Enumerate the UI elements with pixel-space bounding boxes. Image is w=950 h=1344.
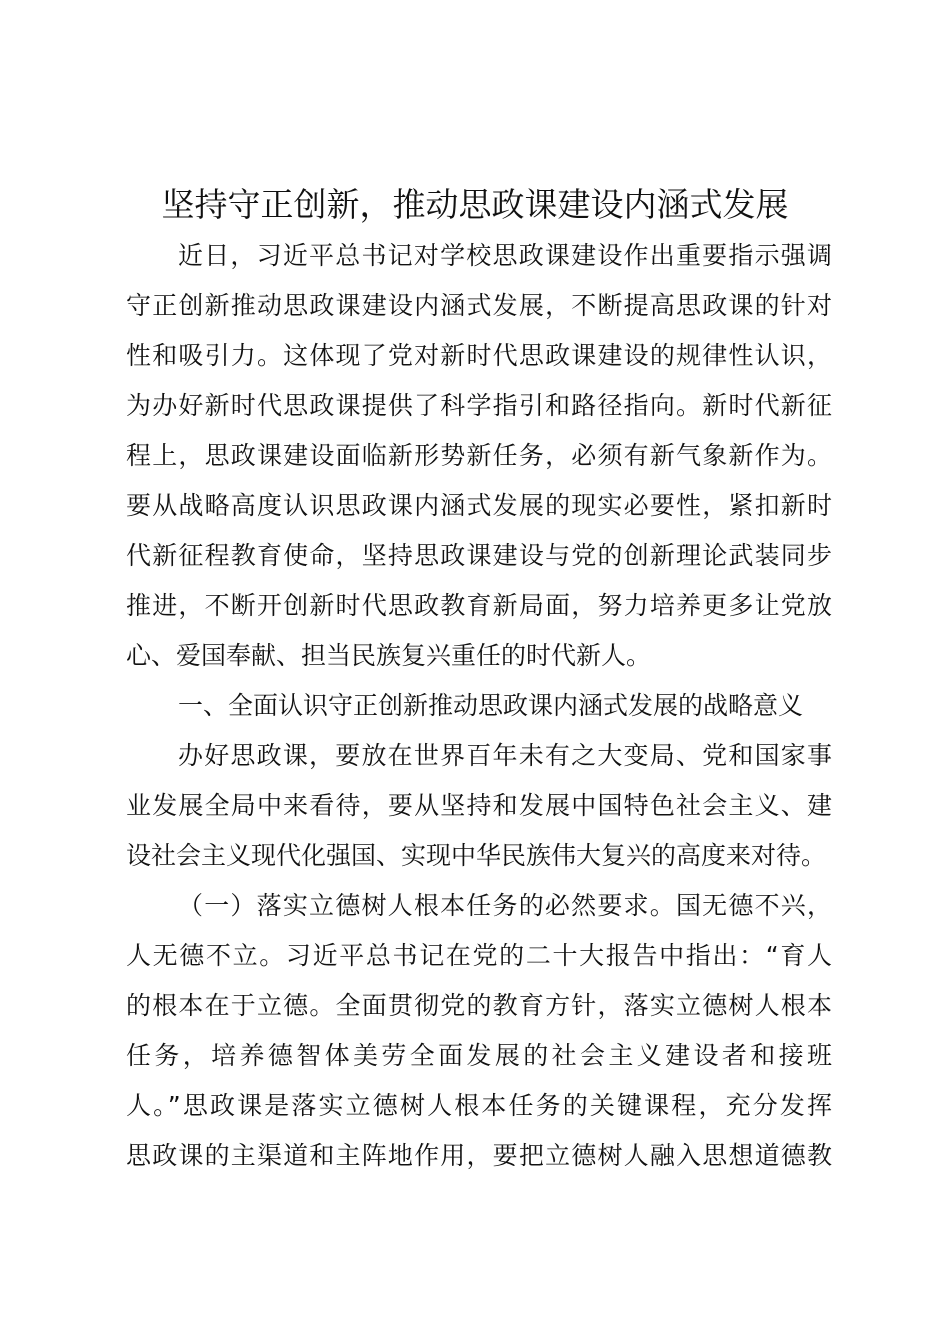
paragraph-line: 人。”思政课是落实立德树人根本任务的关键课程，充分发挥 [126, 1091, 832, 1120]
paragraph-line: 思政课的主渠道和主阵地作用，要把立德树人融入思想道德教 [126, 1141, 832, 1170]
paragraph-line: 代新征程教育使命，坚持思政课建设与党的创新理论武装同步 [126, 541, 832, 570]
paragraph-line: 人无德不立。习近平总书记在党的二十大报告中指出：“育人 [126, 941, 832, 970]
paragraph-line: 近日，习近平总书记对学校思政课建设作出重要指示强调 [178, 241, 832, 270]
document-title: 坚持守正创新，推动思政课建设内涵式发展 [161, 185, 789, 224]
paragraph-line: 为办好新时代思政课提供了科学指引和路径指向。新时代新征 [126, 391, 832, 420]
paragraph-line: 的根本在于立德。全面贯彻党的教育方针，落实立德树人根本 [126, 991, 832, 1020]
paragraph-line: 要从战略高度认识思政课内涵式发展的现实必要性，紧扣新时 [126, 491, 832, 520]
paragraph-line: 心、爱国奉献、担当民族复兴重任的时代新人。 [126, 641, 652, 670]
section-heading: 一、全面认识守正创新推动思政课内涵式发展的战略意义 [178, 691, 804, 720]
paragraph-line: 办好思政课，要放在世界百年未有之大变局、党和国家事 [178, 741, 832, 770]
paragraph-line: （一）落实立德树人根本任务的必然要求。国无德不兴， [178, 891, 832, 920]
paragraph-line: 性和吸引力。这体现了党对新时代思政课建设的规律性认识， [126, 341, 832, 370]
paragraph-line: 设社会主义现代化强国、实现中华民族伟大复兴的高度来对待。 [126, 841, 827, 870]
paragraph-line: 守正创新推动思政课建设内涵式发展，不断提高思政课的针对 [126, 291, 832, 320]
paragraph-line: 业发展全局中来看待，要从坚持和发展中国特色社会主义、建 [126, 791, 832, 820]
paragraph-line: 推进，不断开创新时代思政教育新局面，努力培养更多让党放 [126, 591, 832, 620]
paragraph-line: 程上，思政课建设面临新形势新任务，必须有新气象新作为。 [126, 441, 832, 470]
paragraph-line: 任务，培养德智体美劳全面发展的社会主义建设者和接班 [126, 1041, 832, 1070]
